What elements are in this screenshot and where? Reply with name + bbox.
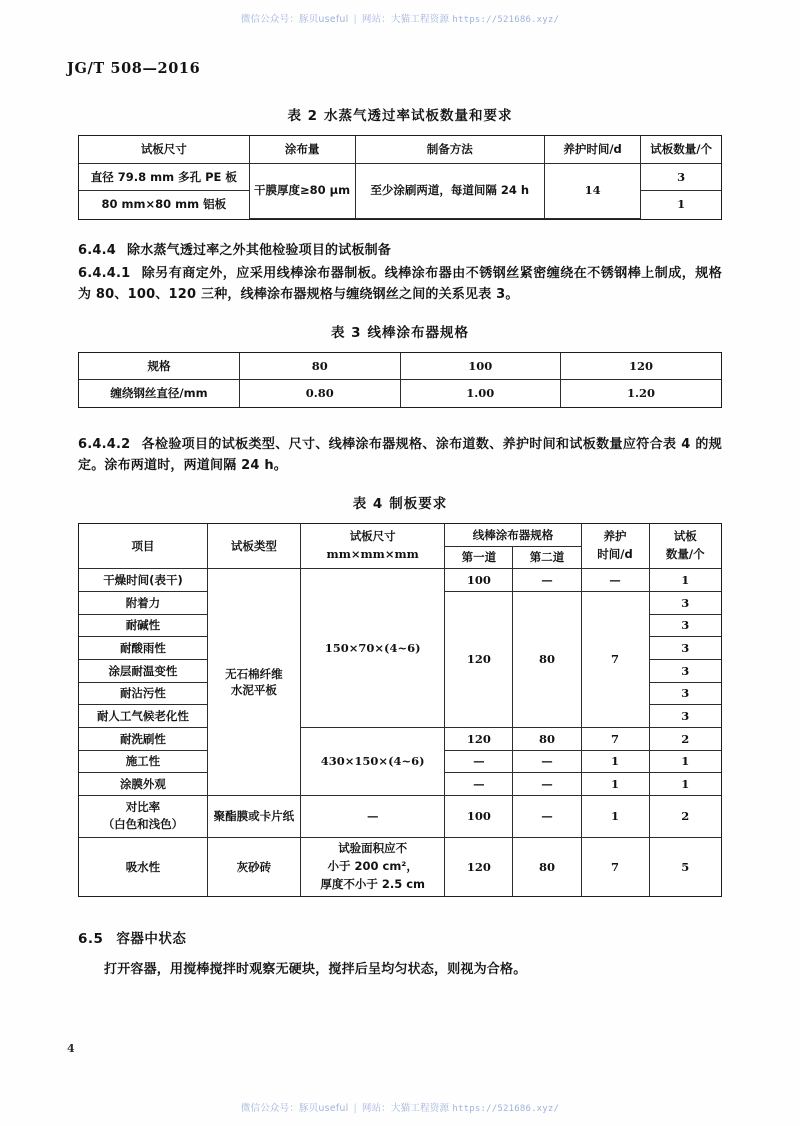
table3-caption-title: 线棒涂布器规格 [367, 324, 470, 341]
table4-header-curing [581, 524, 649, 569]
table4-header-curing-line1: 养护 [603, 529, 627, 544]
table4-size-brick-line1: 试验面积应不 [338, 841, 408, 856]
table2-caption-title: 水蒸气透过率试板数量和要求 [324, 108, 513, 124]
table2-cell-count-3: 3 [641, 163, 721, 191]
table2-header-curing: 养护时间/d [544, 136, 640, 163]
table3-spec-120: 120 [561, 353, 722, 380]
table4-caption-number: 表 4 [352, 496, 384, 513]
table4-curing-application: 1 [581, 750, 649, 773]
table4-curing-drying: — [581, 569, 649, 592]
table-4-plate-preparation-requirements [79, 524, 721, 896]
clause-6-5-body: 打开容器，用搅棒搅拌时观察无硬块，搅拌后呈均匀状态，则视为合格。 [104, 962, 527, 978]
table4-curing-merged: 7 [581, 592, 649, 728]
table4-size-brick-line2: 小于 200 cm²， [327, 859, 418, 874]
table4-curing-contrast: 1 [581, 796, 649, 838]
table4-count-water-absorption: 5 [649, 837, 721, 896]
table4-curing-film: 1 [581, 773, 649, 796]
table4-plate-type-polyester: 聚酯膜或卡片纸 [207, 796, 300, 838]
clause-6-4-4-1-text: 除另有商定外，应采用线棒涂布器制板。线棒涂布器由不锈钢丝紧密缠绕在不锈钢棒上制成，规格为 80、100、120 三种，线棒涂布器规格与缠绕钢丝之间的关系见表 3。 [78, 265, 722, 302]
table4-pass2-drying: — [513, 569, 581, 592]
table3-label-wire-diameter: 缠绕钢丝直径/mm [79, 380, 240, 407]
watermark-bottom [0, 1100, 800, 1114]
table4-count-application: 1 [649, 750, 721, 773]
table2-cell-curing: 14 [544, 163, 640, 218]
table4-pass1-contrast: 100 [445, 796, 513, 838]
table-row [79, 837, 721, 896]
clause-6-4-4-heading [78, 240, 722, 261]
table4-pass2-contrast: — [513, 796, 581, 838]
table4-count-drying: 1 [649, 569, 721, 592]
table4-item-contrast-ratio-line2: （白色和浅色） [102, 817, 184, 832]
table4-header-pass2: 第二道 [513, 546, 581, 569]
table4-header-plate-type: 试板类型 [207, 524, 300, 569]
clause-6-5-number: 6.5 [78, 931, 104, 948]
standard-code-header: JG/T 508—2016 [67, 60, 201, 77]
watermark-url: https://521686.xyz/ [452, 1104, 560, 1114]
table3-wire-080: 0.80 [240, 380, 401, 407]
table4-plate-type-cement-line1: 无石棉纤维 [225, 666, 283, 681]
table2-header-count: 试板数量/个 [641, 136, 721, 163]
table4-pass1-merged: 120 [445, 592, 513, 728]
table4-header-curing-line2: 时间/d [597, 547, 633, 562]
table4-size-430x150: 430×150×(4~6) [300, 728, 444, 796]
table4-pass1-scrub: 120 [445, 728, 513, 751]
table3-label-spec: 规格 [79, 353, 240, 380]
watermark-site-label: 网站：大猫工程资源 [361, 14, 450, 25]
table4-count-film: 1 [649, 773, 721, 796]
table2-header-size: 试板尺寸 [79, 136, 249, 163]
watermark-wechat-label: 微信公众号：豚贝useful [240, 1103, 349, 1114]
table4-curing-water-absorption: 7 [581, 837, 649, 896]
clause-6-5-heading [78, 927, 722, 947]
table2-cell-size-pe: 直径 79.8 mm 多孔 PE 板 [79, 163, 249, 191]
clause-6-4-4-1-number: 6.4.4.1 [78, 265, 131, 281]
clause-6-4-4-2-number: 6.4.4.2 [78, 437, 131, 452]
table3-spec-100: 100 [400, 353, 561, 380]
table3-wrapper [78, 352, 722, 408]
table4-plate-type-cement-line2: 水泥平板 [230, 683, 277, 698]
table2-caption-number: 表 2 [287, 108, 319, 124]
table4-item-drying-time: 干燥时间(表干) [79, 569, 207, 592]
table4-wrapper [78, 523, 722, 897]
table4-item-scrub-resistance: 耐洗刷性 [79, 728, 207, 751]
table4-header-count-line2: 数量/个 [665, 547, 705, 562]
table2-cell-size-aluminum: 80 mm×80 mm 铝板 [79, 191, 249, 218]
table-row [79, 380, 721, 407]
table4-pass1-application: — [445, 750, 513, 773]
table2-cell-count-1: 1 [641, 191, 721, 218]
table4-size-brick [300, 837, 444, 896]
table4-item-application-property: 施工性 [79, 750, 207, 773]
table4-item-contrast-ratio-line1: 对比率 [125, 799, 161, 814]
table4-header-count-line1: 试板 [673, 529, 697, 544]
table-3-applicator-specifications [79, 353, 721, 407]
table4-item-contrast-ratio [79, 796, 207, 838]
page-number: 4 [67, 1042, 75, 1055]
table4-item-stain-resistance: 耐沾污性 [79, 682, 207, 705]
table4-pass2-merged: 80 [513, 592, 581, 728]
watermark-top [0, 11, 800, 25]
table-row [79, 728, 721, 751]
table4-count-contrast: 2 [649, 796, 721, 838]
table4-count-alkali: 3 [649, 614, 721, 637]
watermark-site-label: 网站：大猫工程资源 [361, 1103, 450, 1114]
table-row [79, 569, 721, 592]
table3-wire-120: 1.20 [561, 380, 722, 407]
clause-6-4-4-number: 6.4.4 [78, 242, 117, 258]
table4-size-150x70: 150×70×(4~6) [300, 569, 444, 728]
clause-6-4-4-2 [78, 434, 722, 476]
table2-header-method: 制备方法 [355, 136, 544, 163]
clause-6-4-4-1 [78, 263, 722, 305]
table4-pass1-drying: 100 [445, 569, 513, 592]
table4-curing-scrub: 7 [581, 728, 649, 751]
table4-count-adhesion: 3 [649, 592, 721, 615]
watermark-wechat-label: 微信公众号：豚贝useful [240, 14, 349, 25]
table4-item-alkali-resistance: 耐碱性 [79, 614, 207, 637]
table4-header-count [649, 524, 721, 569]
table4-header-plate-size-line2: mm×mm×mm [326, 547, 419, 562]
watermark-separator: | [353, 14, 357, 25]
watermark-separator: | [353, 1103, 357, 1114]
table4-pass2-water-absorption: 80 [513, 837, 581, 896]
clause-6-4-4-title: 除水蒸气透过率之外其他检验项目的试板制备 [127, 242, 392, 258]
table4-header-plate-size-line1: 试板尺寸 [349, 529, 396, 544]
table-row [79, 163, 721, 191]
table2-cell-method: 至少涂刷两道，每道间隔 24 h [355, 163, 544, 218]
table4-header-pass1: 第一道 [445, 546, 513, 569]
document-content [78, 104, 722, 980]
table4-item-temperature-variation: 涂层耐温变性 [79, 660, 207, 683]
table4-pass2-scrub: 80 [513, 728, 581, 751]
clause-6-5-title: 容器中状态 [116, 931, 187, 948]
table4-count-scrub: 2 [649, 728, 721, 751]
table4-item-film-appearance: 涂膜外观 [79, 773, 207, 796]
table2-cell-coating: 干膜厚度≥80 μm [249, 163, 355, 218]
table3-spec-80: 80 [240, 353, 401, 380]
table-row-header [79, 136, 721, 163]
table-row [79, 796, 721, 838]
clause-6-4-4-2-text: 各检验项目的试板类型、尺寸、线棒涂布器规格、涂布道数、养护时间和试板数量应符合表 4 的规定。涂布两道时，两道间隔 24 h。 [78, 437, 722, 474]
table4-pass2-film: — [513, 773, 581, 796]
table3-wire-100: 1.00 [400, 380, 561, 407]
table4-size-contrast-dash: — [300, 796, 444, 838]
table-row-header [79, 524, 721, 546]
table4-size-brick-line3: 厚度不小于 2.5 cm [320, 876, 426, 891]
table4-header-plate-size [300, 524, 444, 569]
table4-item-adhesion: 附着力 [79, 592, 207, 615]
table4-item-acid-rain-resistance: 耐酸雨性 [79, 637, 207, 660]
table4-count-weathering: 3 [649, 705, 721, 728]
table4-count-stain: 3 [649, 682, 721, 705]
table2-caption [78, 104, 722, 124]
table4-header-item: 项目 [79, 524, 207, 569]
table3-caption-number: 表 3 [330, 324, 362, 341]
table4-count-acid-rain: 3 [649, 637, 721, 660]
table4-plate-type-brick: 灰砂砖 [207, 837, 300, 896]
table4-pass1-film: — [445, 773, 513, 796]
table4-count-temperature-variation: 3 [649, 660, 721, 683]
table4-header-applicator-group: 线棒涂布器规格 [445, 524, 581, 546]
table4-item-artificial-weathering: 耐人工气候老化性 [79, 705, 207, 728]
table3-caption [78, 321, 722, 341]
table-row [79, 353, 721, 380]
table4-caption [78, 492, 722, 512]
table4-plate-type-cement [207, 569, 300, 796]
table4-item-water-absorption: 吸水性 [79, 837, 207, 896]
table2-wrapper [78, 135, 722, 220]
watermark-url: https://521686.xyz/ [452, 15, 560, 25]
table2-header-coating: 涂布量 [249, 136, 355, 163]
table4-pass2-application: — [513, 750, 581, 773]
table4-pass1-water-absorption: 120 [445, 837, 513, 896]
table4-caption-title: 制板要求 [389, 496, 448, 513]
table-2-vapor-permeability-requirements [79, 136, 721, 219]
